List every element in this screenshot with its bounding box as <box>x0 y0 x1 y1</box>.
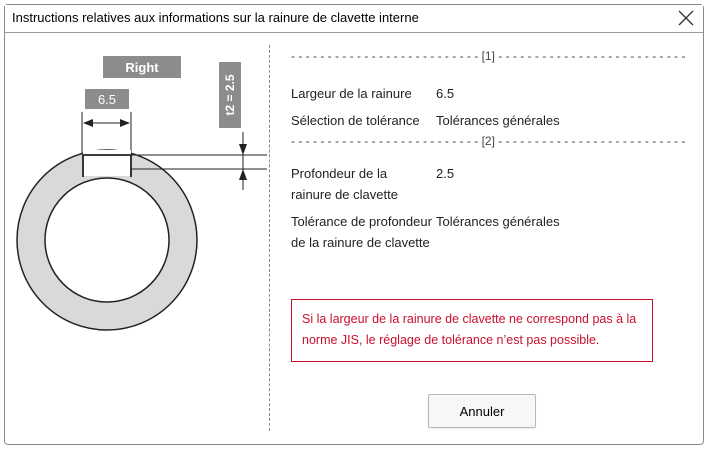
section-2-separator: - - - - - - - - - - - - - - - - - - - - - - - - - - [2] - - - - - - - - - - - - - - - - - - - - - - - - - - <box>291 134 686 148</box>
groove-width-value: 6.5 <box>436 86 455 101</box>
diagram-panel <box>5 32 269 446</box>
tolerance-selection-value: Tolérances générales <box>436 113 560 128</box>
depth-label: t2 = 2.5 <box>223 74 237 116</box>
depth-tolerance-value: Tolérances générales <box>436 214 560 229</box>
keyway-depth-label: Profondeur de la rainure de clavette <box>291 166 398 202</box>
close-icon[interactable] <box>677 9 695 27</box>
panel-divider <box>269 45 270 431</box>
keyway-depth-value: 2.5 <box>436 166 455 181</box>
keyway-slot <box>83 150 131 176</box>
section-1-separator: - - - - - - - - - - - - - - - - - - - - - - - - - - [1] - - - - - - - - - - - - - - - - - - - - - - - - - - <box>291 49 686 63</box>
depth-arrow-bottom <box>239 169 247 180</box>
depth-tolerance-label: Tolérance de profondeur de la rainure de clavette <box>291 214 432 250</box>
depth-arrow-top <box>239 144 247 155</box>
dialog-title: Instructions relatives aux informations sur la rainure de clavette interne <box>12 10 419 25</box>
cancel-button[interactable]: Annuler <box>428 394 536 428</box>
width-arrow-right <box>120 119 130 127</box>
width-value-label: 6.5 <box>97 92 117 107</box>
tolerance-selection-label: Sélection de tolérance <box>291 113 420 128</box>
keyway-info-dialog <box>4 4 704 445</box>
orientation-badge: Right <box>125 60 159 75</box>
groove-width-label: Largeur de la rainure <box>291 86 412 101</box>
bore-circle <box>45 178 169 302</box>
width-arrow-left <box>83 119 93 127</box>
jis-warning-message: Si la largeur de la rainure de clavette ne correspond pas à la norme JIS, le réglage de tolérance n’est pas possible. <box>291 299 653 362</box>
title-bar <box>5 5 703 33</box>
keyway-diagram <box>5 32 269 446</box>
